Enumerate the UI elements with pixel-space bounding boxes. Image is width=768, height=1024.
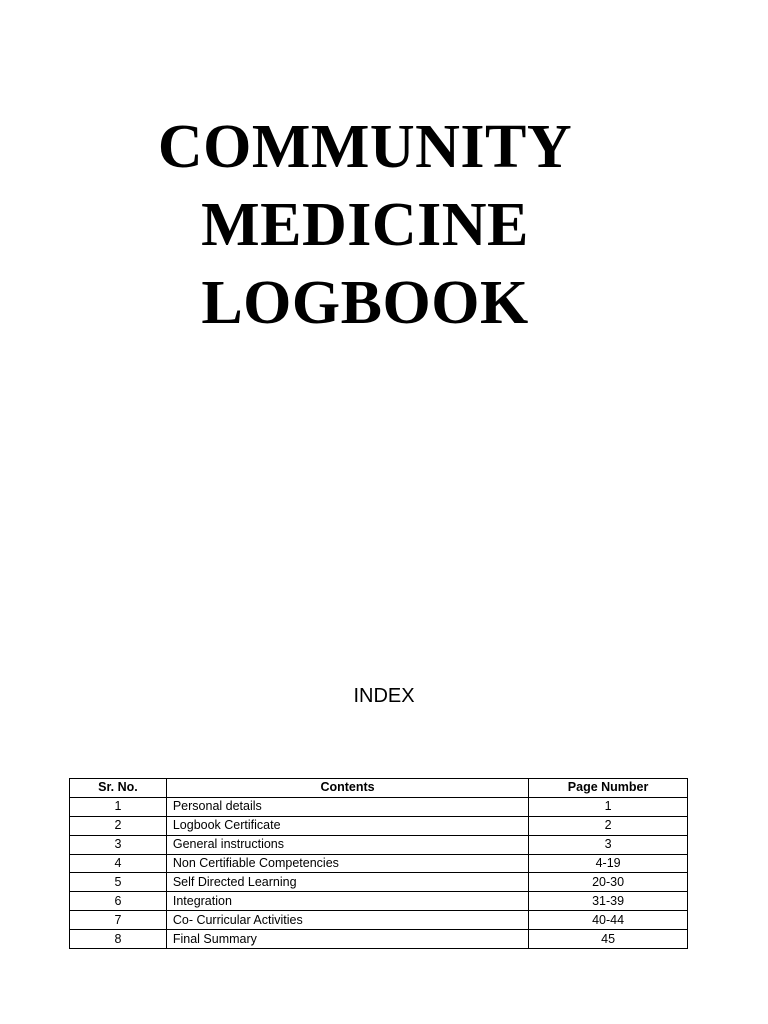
sr-no-cell: 2 <box>70 816 167 835</box>
column-header-page-number: Page Number <box>529 779 688 798</box>
page-number-cell: 45 <box>529 930 688 949</box>
contents-cell: General instructions <box>166 835 528 854</box>
title-line-2: MEDICINE <box>201 191 529 259</box>
table-row <box>70 816 688 835</box>
page-number-cell: 4-19 <box>529 854 688 873</box>
index-heading: INDEX <box>353 685 415 707</box>
sr-no-cell: 7 <box>70 911 167 930</box>
table-row <box>70 892 688 911</box>
page-number-cell: 40-44 <box>529 911 688 930</box>
sr-no-cell: 6 <box>70 892 167 911</box>
contents-cell: Logbook Certificate <box>166 816 528 835</box>
table-row <box>70 854 688 873</box>
column-header-contents: Contents <box>166 779 528 798</box>
contents-cell: Self Directed Learning <box>166 873 528 892</box>
sr-no-cell: 5 <box>70 873 167 892</box>
sr-no-cell: 1 <box>70 797 167 816</box>
table-row <box>70 835 688 854</box>
table-row <box>70 873 688 892</box>
page-number-cell: 2 <box>529 816 688 835</box>
table-row <box>70 930 688 949</box>
contents-cell: Co- Curricular Activities <box>166 911 528 930</box>
page-number-cell: 3 <box>529 835 688 854</box>
index-table <box>69 778 688 949</box>
page-number-cell: 31-39 <box>529 892 688 911</box>
page-number-cell: 20-30 <box>529 873 688 892</box>
page-number-cell: 1 <box>529 797 688 816</box>
sr-no-cell: 8 <box>70 930 167 949</box>
table-header-row <box>70 779 688 798</box>
column-header-sr-no: Sr. No. <box>70 779 167 798</box>
sr-no-cell: 3 <box>70 835 167 854</box>
title-line-1: COMMUNITY <box>157 113 573 181</box>
contents-cell: Non Certifiable Competencies <box>166 854 528 873</box>
table-row <box>70 797 688 816</box>
sr-no-cell: 4 <box>70 854 167 873</box>
contents-cell: Integration <box>166 892 528 911</box>
contents-cell: Final Summary <box>166 930 528 949</box>
contents-cell: Personal details <box>166 797 528 816</box>
document-title <box>0 108 730 342</box>
title-line-3: LOGBOOK <box>201 269 529 337</box>
table-row <box>70 911 688 930</box>
